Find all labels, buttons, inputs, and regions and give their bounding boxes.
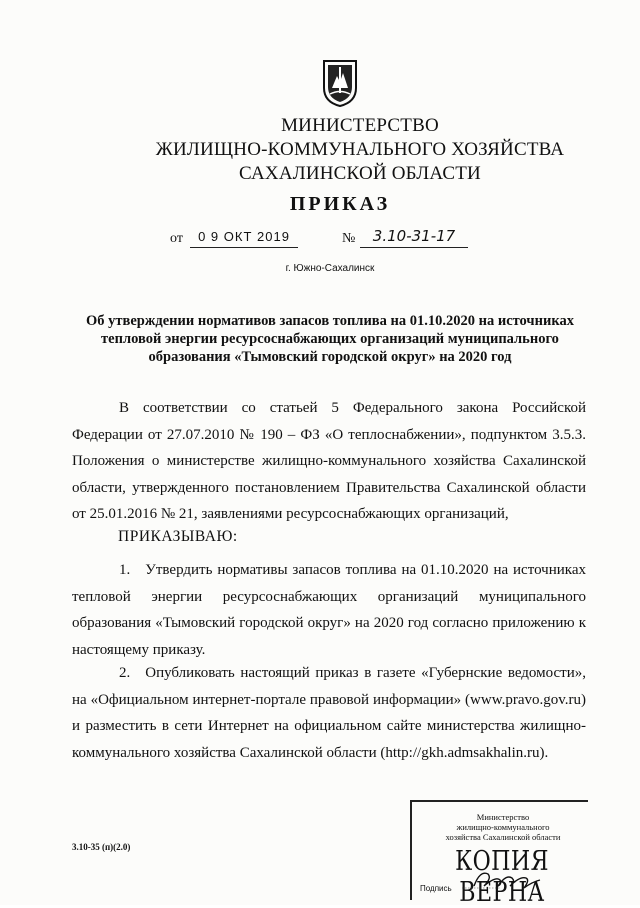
stamp-signature-label: Подпись	[420, 884, 452, 893]
stamp-line-2: жилищно-коммунального	[456, 822, 550, 832]
order-word: ПРИКАЗЫВАЮ:	[118, 528, 238, 545]
order-item-1: 1. Утвердить нормативы запасов топлива на 01.10.2020 на источниках тепловой энергии ресурсоснабжающих организаций муниципального образования «Тымовский городской округ» на 2020 год согласно приложению к настоящему приказу.	[72, 562, 586, 658]
handwritten-signature-icon	[460, 866, 550, 894]
stamp-organization	[422, 812, 584, 842]
order-number: 3.10-31-17	[360, 227, 468, 248]
stamp-copy-true: КОПИЯ ВЕРНА	[455, 846, 549, 908]
preamble-paragraph: В соответствии со статьей 5 Федерального закона Российской Федерации от 27.07.2010 № 190 – ФЗ «О теплоснабжении», подпунктом 3.5.3. Положения о министерстве жилищно-коммунального хозяйства Сахалинской области, утвержденного постановлением Правительства Сахалинской области от 25.01.2016 № 21, заявлениями ресурсоснабжающих организаций,	[72, 400, 586, 522]
document-type: ПРИКАЗ	[289, 193, 391, 215]
coat-of-arms-icon	[320, 58, 360, 108]
stamp-line-3: хозяйства Сахалинской области	[445, 832, 561, 842]
order-subject: Об утверждении нормативов запасов топлива на 01.10.2020 на источниках тепловой энергии ресурсоснабжающих организаций муниципального образования «Тымовский городской округ» на 2020 год	[86, 313, 574, 365]
ministry-name	[150, 114, 570, 186]
ministry-line-2: ЖИЛИЩНО-КОММУНАЛЬНОГО ХОЗЯЙСТВА	[155, 139, 565, 160]
date-prefix: от	[170, 231, 183, 246]
ministry-line-3: САХАЛИНСКОЙ ОБЛАСТИ	[239, 163, 481, 184]
document-code: 3.10-35 (п)(2.0)	[72, 842, 131, 852]
number-prefix: №	[342, 231, 356, 246]
date-number-row	[170, 229, 490, 251]
order-date: 0 9 ОКТ 2019	[190, 229, 298, 248]
stamp-line-1: Министерство	[476, 812, 530, 822]
city: г. Южно-Сахалинск	[285, 263, 375, 274]
ministry-line-1: МИНИСТЕРСТВО	[281, 115, 439, 136]
order-item-2: 2. Опубликовать настоящий приказ в газете «Губернские ведомости», на «Официальном интернет-портале правовой информации» (www.pravo.gov.ru) и разместить в сети Интернет на официальном сайте министерства жилищно-коммунального хозяйства Сахалинской области (http://gkh.admsakhalin.ru).	[72, 665, 586, 761]
